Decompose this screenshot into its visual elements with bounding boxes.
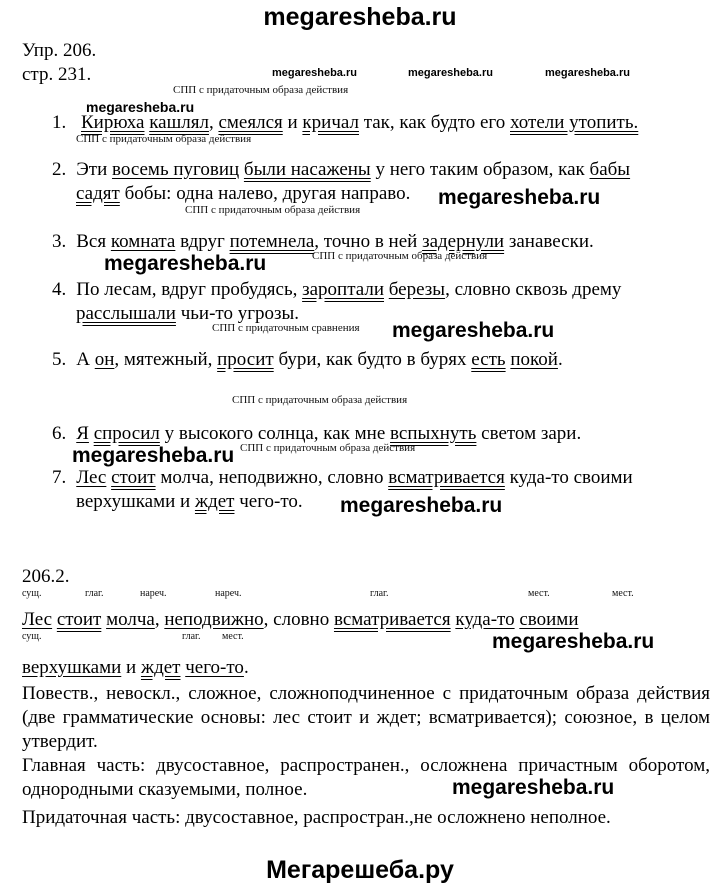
note-manner: СПП с придаточным образа действия	[240, 442, 416, 454]
predicate: всматривается	[333, 609, 451, 630]
predicate: кричал	[302, 112, 359, 133]
sentence-6: 6. Я спросил у высокого солнца, как мне вспыхнуть светом зари.	[52, 423, 582, 444]
sentence-2: 2. Эти восемь пуговиц были насажены у него таким образом, как бабы	[52, 159, 631, 180]
pronoun: куда-то	[455, 609, 515, 630]
predicate: были насажены	[243, 159, 371, 180]
pos-label: нареч.	[215, 588, 242, 599]
sentence-1: 1. Кирюха кашлял, смеялся и кричал так, как будто его хотели утопить.	[52, 112, 639, 133]
pos-label: мест.	[222, 631, 244, 642]
subject: Лес	[22, 609, 53, 630]
note-manner: СПП с придаточным образа действия	[312, 250, 488, 262]
note-manner: СПП с придаточным образа действия	[173, 84, 349, 96]
predicate: стоит	[56, 609, 102, 630]
predicate: садят	[76, 183, 120, 204]
watermark-mid: megaresheba.ru	[452, 776, 615, 799]
sentence-5: 5. А он, мятежный, просит бури, как будто в бурях есть покой.	[52, 349, 563, 370]
adverb: неподвижно	[164, 609, 264, 630]
predicate: ждет	[140, 657, 181, 678]
predicate: стоит	[111, 467, 156, 488]
subject: восемь пуговиц	[112, 159, 240, 180]
watermark-mid: megaresheba.ru	[340, 494, 503, 517]
watermark-mid: megaresheba.ru	[72, 444, 235, 467]
pos-label: глаг.	[370, 588, 389, 599]
predicate: есть	[471, 349, 506, 370]
predicate: ждет	[194, 491, 235, 512]
analysis-paragraph-3: Придаточная часть: двусоставное, распростран.,не осложнено неполное.	[22, 807, 611, 828]
analysis-title: 206.2.	[22, 566, 70, 587]
sentence-4: 4. По лесам, вдруг пробудясь, зароптали березы, словно сквозь дрему	[52, 279, 622, 300]
subject: Я	[76, 423, 89, 444]
predicate: просит	[217, 349, 274, 370]
exercise-number: Упр. 206.	[22, 40, 97, 61]
footer-brand: Мегарешеба.ру	[266, 856, 454, 884]
pos-label: глаг.	[182, 631, 201, 642]
subject: березы	[388, 279, 446, 300]
sentence-7: 7. Лес стоит молча, неподвижно, словно всматривается куда-то своими	[52, 467, 633, 488]
analysis-paragraph-1: Повеств., невоскл., сложное, сложноподчиненное с придаточным образа действия (две грамматические основы: лес стоит и ждет; всматривается); союзное, в целом утвердит.	[22, 683, 710, 752]
subject: Кирюха	[81, 112, 145, 133]
pos-label: сущ.	[22, 631, 42, 642]
pos-label: мест.	[528, 588, 550, 599]
watermark-top: megaresheba.ru	[263, 3, 457, 31]
subject: покой	[510, 349, 558, 370]
predicate: спросил	[93, 423, 160, 444]
pos-label: глаг.	[85, 588, 104, 599]
note-manner: СПП с придаточным образа действия	[232, 394, 408, 406]
pos-label: нареч.	[140, 588, 167, 599]
watermark-small: megaresheba.ru	[86, 99, 195, 115]
watermark-mid: megaresheba.ru	[438, 186, 601, 209]
watermark-mid: megaresheba.ru	[392, 319, 555, 342]
predicate: смеялся	[218, 112, 283, 133]
predicate: вспыхнуть	[390, 423, 477, 444]
analysis-sentence: Лес стоит молча, неподвижно, словно всматривается куда-то своими	[22, 609, 579, 630]
subject: комната	[110, 231, 176, 252]
predicate: задернули	[422, 231, 505, 252]
subject: он	[94, 349, 115, 370]
watermark-mid: megaresheba.ru	[104, 252, 267, 275]
watermark-small: megaresheba.ru	[272, 67, 357, 79]
sentence-number: 1.	[52, 112, 67, 133]
pronoun: своими	[519, 609, 579, 630]
note-comparison: СПП с придаточным сравнения	[212, 322, 360, 334]
adverb: молча	[106, 609, 155, 630]
pronoun: чего-то	[185, 657, 244, 678]
sentence-3: 3. Вся комната вдруг потемнела, точно в ней задернули занавески.	[52, 231, 594, 252]
subject: Лес	[76, 467, 107, 488]
sentence-2-line-2: садят бобы: одна налево, другая направо.	[76, 183, 411, 204]
watermark-small: megaresheba.ru	[408, 67, 493, 79]
subject: бабы	[589, 159, 631, 180]
sentence-7-line-2: верхушками и ждет чего-то.	[76, 491, 303, 512]
predicate: расслышали	[76, 303, 176, 324]
predicate: зароптали	[302, 279, 385, 300]
watermark-small: megaresheba.ru	[545, 67, 630, 79]
note-manner: СПП с придаточным образа действия	[76, 133, 252, 145]
analysis-paragraph-2: Главная часть: двусоставное, распространен., осложнена причастным оборотом, однородными сказуемыми, полное.	[22, 755, 710, 800]
pos-label: мест.	[612, 588, 634, 599]
noun: верхушками	[22, 657, 122, 678]
analysis-sentence-line-2: верхушками и ждет чего-то.	[22, 657, 249, 678]
pos-label: сущ.	[22, 588, 42, 599]
sentence-4-line-2: расслышали чьи-то угрозы.	[76, 303, 300, 324]
note-manner: СПП с придаточным образа действия	[185, 204, 361, 216]
predicate: потемнела	[229, 231, 315, 252]
page-number: стр. 231.	[22, 64, 92, 85]
watermark-mid: megaresheba.ru	[492, 630, 655, 653]
predicate: хотели утопить.	[510, 112, 639, 133]
predicate: кашлял	[149, 112, 209, 133]
predicate: всматривается	[388, 467, 505, 488]
